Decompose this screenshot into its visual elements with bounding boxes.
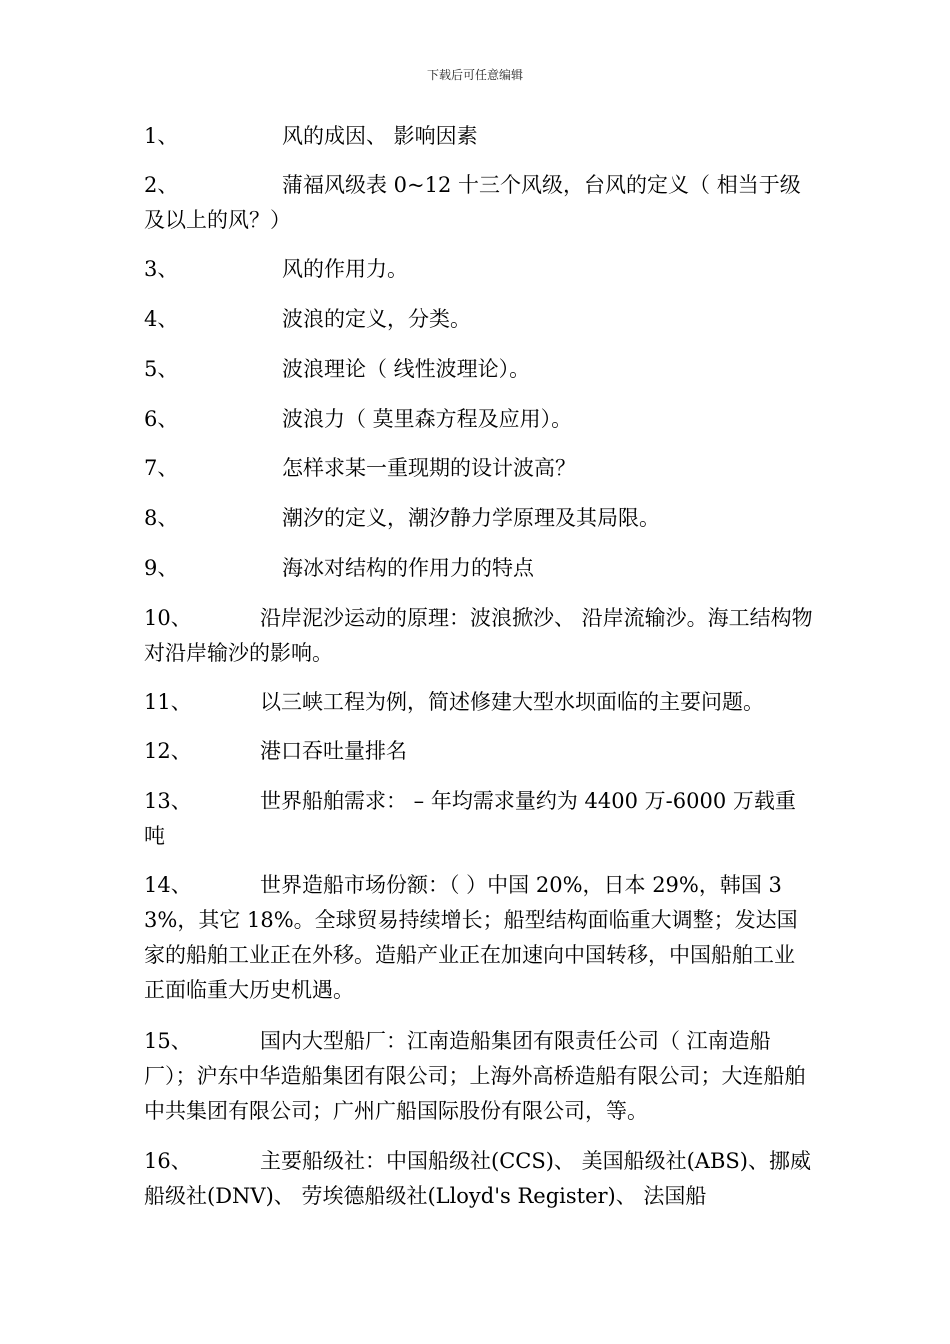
item-text: 世界造船市场份额：（ ）中国 20%，日本 29%，韩国 33%，其它 18%。全球贸易持续增长；船型结构面临重大调整；发达国家的船舶工业正在外移。造船产业正在加速向中国转移，中国船舶工业正面临重大历史机遇。 — [144, 873, 798, 1002]
list-item — [144, 302, 814, 337]
page-header: 下载后可任意编辑 — [426, 68, 523, 82]
list-item — [144, 402, 814, 437]
item-number: 1、 — [144, 124, 179, 148]
item-text: 风的作用力。 — [282, 257, 408, 281]
item-number: 16、 — [144, 1149, 192, 1173]
item-text: 海冰对结构的作用力的特点 — [282, 556, 534, 580]
list-item — [144, 352, 814, 387]
item-text: 波浪的定义，分类。 — [282, 307, 471, 331]
list-item — [144, 501, 814, 536]
list-item — [144, 119, 814, 154]
item-number: 14、 — [144, 873, 192, 897]
list-item — [144, 784, 814, 854]
list-item — [144, 685, 814, 720]
item-number: 10、 — [144, 606, 192, 630]
item-number: 7、 — [144, 456, 179, 480]
item-number: 5、 — [144, 357, 179, 381]
item-number: 2、 — [144, 173, 179, 197]
item-text: 主要船级社：中国船级社(CCS)、 美国船级社(ABS)、挪威船级社(DNV)、 劳埃德船级社(Lloyd's Register)、 法国船 — [144, 1149, 811, 1208]
item-number: 11、 — [144, 690, 192, 714]
list-item — [144, 451, 814, 486]
item-text: 以三峡工程为例，简述修建大型水坝面临的主要问题。 — [260, 690, 764, 714]
item-number: 15、 — [144, 1029, 192, 1053]
list-item — [144, 868, 814, 1008]
item-number: 8、 — [144, 506, 179, 530]
item-text: 港口吞吐量排名 — [260, 739, 407, 763]
item-number: 4、 — [144, 307, 179, 331]
item-text: 蒲福风级表 0~12 十三个风级，台风的定义（ 相当于级及以上的风？） — [144, 173, 801, 232]
list-item — [144, 601, 814, 671]
item-text: 风的成因、 影响因素 — [282, 124, 478, 148]
item-text: 国内大型船厂：江南造船集团有限责任公司（ 江南造船厂）；沪东中华造船集团有限公司；上海外高桥造船有限公司；大连船舶中共集团有限公司；广州广船国际股份有限公司，等。 — [144, 1029, 806, 1123]
list-item — [144, 734, 814, 769]
item-text: 怎样求某一重现期的设计波高？ — [282, 456, 576, 480]
item-number: 13、 — [144, 789, 192, 813]
item-text: 世界船舶需求： – 年均需求量约为 4400 万-6000 万载重吨 — [144, 789, 796, 848]
item-text: 波浪理论（ 线性波理论）。 — [282, 357, 531, 381]
item-text: 波浪力（ 莫里森方程及应用）。 — [282, 407, 573, 431]
item-text: 沿岸泥沙运动的原理：波浪掀沙、 沿岸流输沙。海工结构物对沿岸输沙的影响。 — [144, 606, 813, 665]
item-number: 6、 — [144, 407, 179, 431]
list-item — [144, 1024, 814, 1129]
list-item — [144, 168, 814, 238]
item-number: 9、 — [144, 556, 179, 580]
list-item — [144, 252, 814, 287]
item-text: 潮汐的定义，潮汐静力学原理及其局限。 — [282, 506, 660, 530]
item-number: 3、 — [144, 257, 179, 281]
list-item — [144, 1144, 814, 1214]
item-number: 12、 — [144, 739, 192, 763]
list-item — [144, 551, 814, 586]
